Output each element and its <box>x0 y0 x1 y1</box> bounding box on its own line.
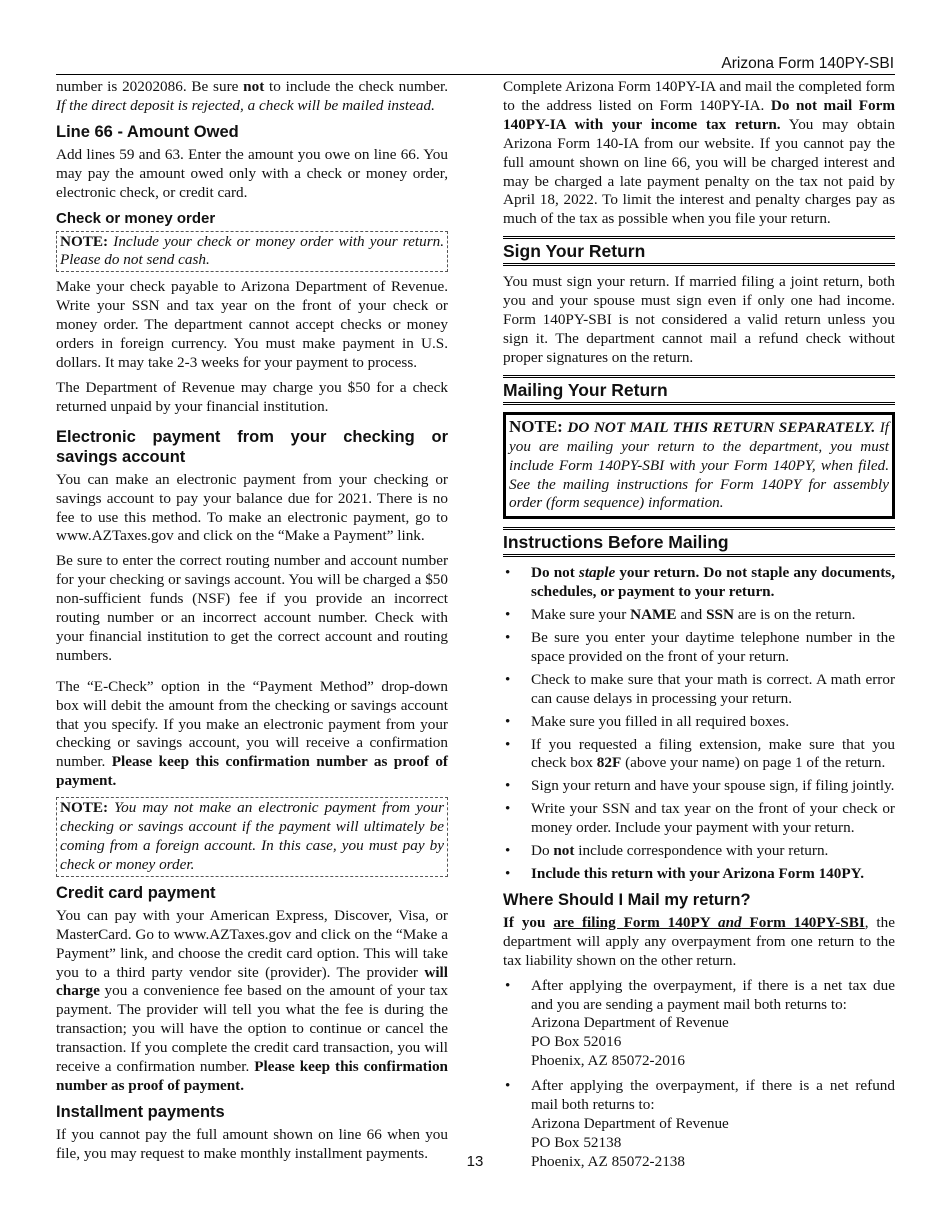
epay-heading: Electronic payment from your checking or savings account <box>56 427 448 466</box>
address-item-refund: • After applying the overpayment, if there is a net refund mail both returns to: Arizona Department of Revenue PO Box 52138 Phoenix, AZ 85072-2138 <box>505 1077 895 1170</box>
epay-paragraph-2: Be sure to enter the correct routing number and account number for your checking or savings account. You will be charged a $50 non-sufficient funds (NSF) fee if you provide an incorrect routing number or an incorrect account number. Check with your financial institution to get the correct account and routing numbers. <box>56 552 448 664</box>
installment-continued: Complete Arizona Form 140PY-IA and mail the completed form to the address listed on Form 140PY-IA. Do not mail Form 140PY-IA with your income tax return. You may obtain Arizona Form 140-IA from our website. If you cannot pay the full amount shown on line 66, you will be charged interest and may be charged a late payment penalty on the tax not paid by April 18, 2022. To limit the interest and penalty charges pay as much of the tax as possible when you file your return. <box>503 78 896 228</box>
where-paragraph: If you are filing Form 140PY and Form 140PY-SBI, the department will apply any overpayment from one return to the tax liability shown on the other return. <box>503 913 895 969</box>
form-title: Arizona Form 140PY-SBI <box>721 55 894 72</box>
installment-paragraph: If you cannot pay the full amount shown on line 66 when you file, you may request to make monthly installment payments. <box>56 1125 448 1162</box>
line66-heading: Line 66 - Amount Owed <box>56 122 239 141</box>
list-item: • Sign your return and have your spouse sign, if filing jointly. <box>505 777 895 795</box>
intro-paragraph: number is 20202086. Be sure not to include the check number. If the direct deposit is rejected, a check will be mailed instead. <box>56 78 448 114</box>
list-item: • Be sure you enter your daytime telephone number in the space provided on the front of your return. <box>505 629 895 665</box>
mailing-checklist <box>503 564 895 884</box>
address-list <box>503 977 895 1172</box>
epay-paragraph-3: The “E-Check” option in the “Payment Method” drop-down box will debit the amount from the checking or savings account that you specify. If you make an electronic payment from your checking or savings account, you will receive a confirmation number. Please keep this confirmation number as proof of payment. <box>56 677 448 790</box>
address-item-tax-due: • After applying the overpayment, if there is a net tax due and you are sending a payment mail both returns to: Arizona Department of Revenue PO Box 52016 Phoenix, AZ 85072-2016 <box>505 976 895 1070</box>
mailing-note: NOTE: DO NOT MAIL THIS RETURN SEPARATELY. If you are mailing your return to the department, you must include Form 140PY-SBI with your Form 140PY, when filed. See the mailing instructions for Form 140PY for assembly order (form sequence) information. <box>503 412 895 520</box>
list-item: • Check to make sure that your math is correct. A math error can cause delays in processing your return. <box>505 670 895 707</box>
list-item: • Include this return with your Arizona Form 140PY. <box>505 865 865 882</box>
mailing-heading: Mailing Your Return <box>503 375 895 405</box>
where-heading: Where Should I Mail my return? <box>503 890 751 909</box>
right-column <box>503 78 895 1176</box>
header-rule <box>56 74 895 75</box>
sign-heading: Sign Your Return <box>503 236 895 266</box>
list-item: • Do not include correspondence with your return. <box>505 842 829 860</box>
page-number: 13 <box>466 1153 484 1170</box>
check-paragraph-2: The Department of Revenue may charge you $50 for a check returned unpaid by your financial institution. <box>56 378 448 415</box>
list-item: • Make sure your NAME and SSN are is on the return. <box>505 606 856 624</box>
installment-heading: Installment payments <box>56 1102 225 1121</box>
cc-heading: Credit card payment <box>56 883 216 902</box>
check-paragraph-1: Make your check payable to Arizona Department of Revenue. Write your SSN and tax year on the front of your check or money order. The department cannot accept checks or money orders in foreign currency. You must make payment in U.S. dollars. It may take 2-3 weeks for your payment to process. <box>56 278 448 371</box>
sign-paragraph: You must sign your return. If married filing a joint return, both you and your spouse must sign even if only one had income. Form 140PY-SBI is not considered a valid return unless you sign it. The department cannot mail a refund check without proper signatures on the return. <box>503 273 895 366</box>
list-item: • Do not staple your return. Do not staple any documents, schedules, or payment to your return. <box>505 564 895 601</box>
epay-paragraph-1: You can make an electronic payment from your checking or savings account to pay your balance due for 2021. There is no fee to use this method. To make an electronic payment, go to www.AZTaxes.gov and click on the “Make a Payment” link. <box>56 470 448 545</box>
cc-paragraph: You can pay with your American Express, Discover, Visa, or MasterCard. Go to www.AZTaxes.gov and click on the “Make a Payment” link, and choose the credit card option. This will take you to a third party vendor site (provider). The provider will charge you a convenience fee based on the amount of your tax payment. The provider will tell you what the fee is during the transaction; you will have the option to continue or cancel the transaction. If you complete the credit card transaction, you will receive a confirmation number. Please keep this confirmation number as proof of payment. <box>56 906 449 1094</box>
list-item: • Write your SSN and tax year on the front of your check or money order. Include your payment with your return. <box>505 800 895 837</box>
left-column <box>56 78 448 1170</box>
check-note: NOTE: Include your check or money order with your return. Please do not send cash. <box>56 231 448 273</box>
check-heading: Check or money order <box>56 209 216 227</box>
list-item: • Make sure you filled in all required boxes. <box>505 712 790 730</box>
epay-note: NOTE: You may not make an electronic payment from your checking or savings account if the payment will ultimately be coming from a foreign account. In this case, you must pay by check or money order. <box>56 797 448 877</box>
line66-text: Add lines 59 and 63. Enter the amount you owe on line 66. You may pay the amount owed only with a check or money order, electronic check, or credit card. <box>56 145 448 201</box>
before-mailing-heading: Instructions Before Mailing <box>503 527 895 557</box>
list-item: • If you requested a filing extension, make sure that you check box 82F (above your name) on page 1 of the return. <box>505 735 895 772</box>
